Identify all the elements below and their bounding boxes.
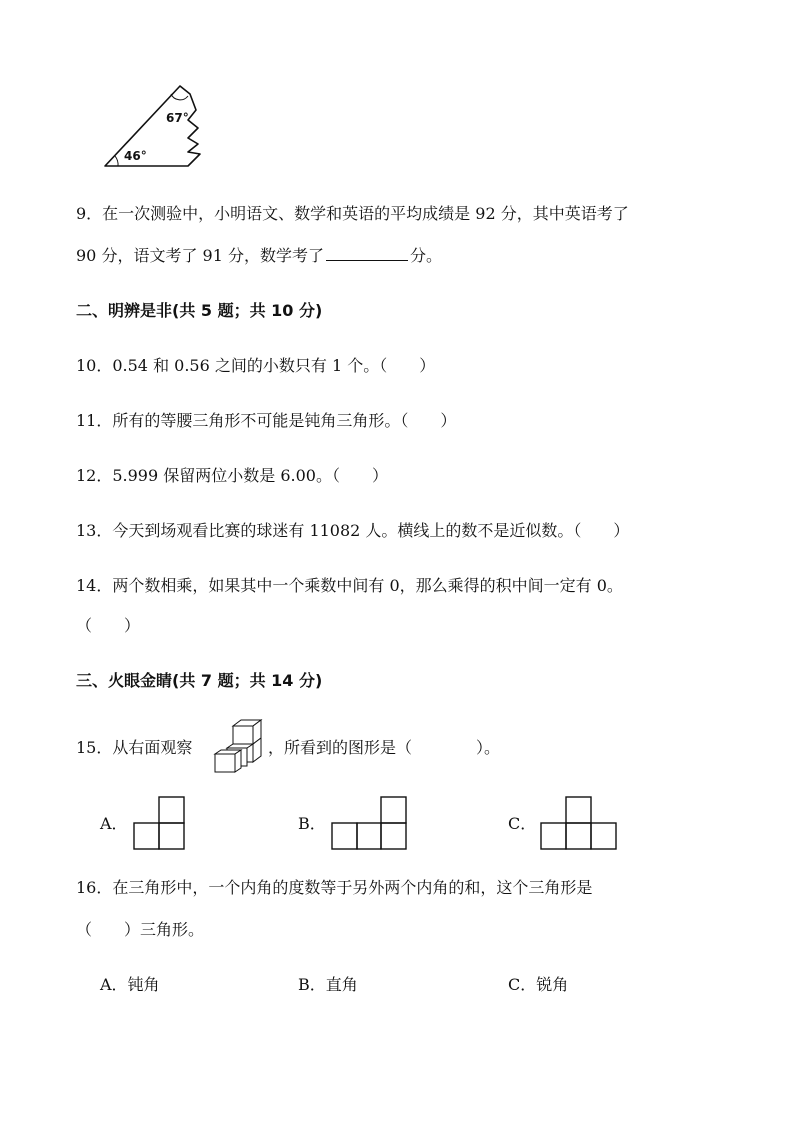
q15-option-a-figure[interactable] [133,796,189,852]
q15-option-c-figure[interactable] [540,796,620,852]
cube-stack-figure [213,718,267,774]
q16-option-a[interactable]: A．钝角 [100,975,160,994]
q15-option-c-label[interactable]: C． [508,814,537,833]
q9-line2-unit: 分。 [409,246,442,265]
q15-option-b-label[interactable]: B． [298,814,326,833]
q9-line2 [76,244,442,268]
q16-option-b[interactable]: B．直角 [298,975,358,994]
angle-left-label: 46° [124,149,147,163]
q13-text: 13．今天到场观看比赛的球迷有 11082 人。横线上的数不是近似数。（ ） [76,521,630,540]
q11-text: 11．所有的等腰三角形不可能是钝角三角形。（ ） [76,411,457,430]
q9-line2-text: 90 分，语文考了 91 分，数学考了 [76,246,324,265]
q15-option-b-figure[interactable] [331,796,411,852]
angle-top-label: 67° [166,111,189,125]
q12-text: 12．5.999 保留两位小数是 6.00。（ ） [76,466,388,485]
q14-line1: 14．两个数相乘，如果其中一个乘数中间有 0，那么乘得的积中间一定有 0。 [76,576,623,595]
section2-title: 二、明辨是非(共 5 题；共 10 分) [76,301,323,320]
q16-line1: 16．在三角形中，一个内角的度数等于另外两个内角的和，这个三角形是 [76,878,593,897]
q15-prefix: 15．从右面观察 [76,738,193,757]
q16-line2: （ ）三角形。 [76,920,205,939]
section3-title: 三、火眼金睛(共 7 题；共 14 分) [76,671,323,690]
q15-suffix: ，所看到的图形是（ ）。 [268,738,501,757]
q15-option-a-label[interactable]: A． [100,814,128,833]
q10-text: 10．0.54 和 0.56 之间的小数只有 1 个。（ ） [76,356,436,375]
q9-line1: 9．在一次测验中，小明语文、数学和英语的平均成绩是 92 分，其中英语考了 [76,204,629,223]
q14-line2: （ ） [76,616,141,635]
torn-triangle-figure [100,82,220,172]
q16-option-c[interactable]: C．锐角 [508,975,569,994]
q9-answer-blank[interactable] [326,244,408,261]
